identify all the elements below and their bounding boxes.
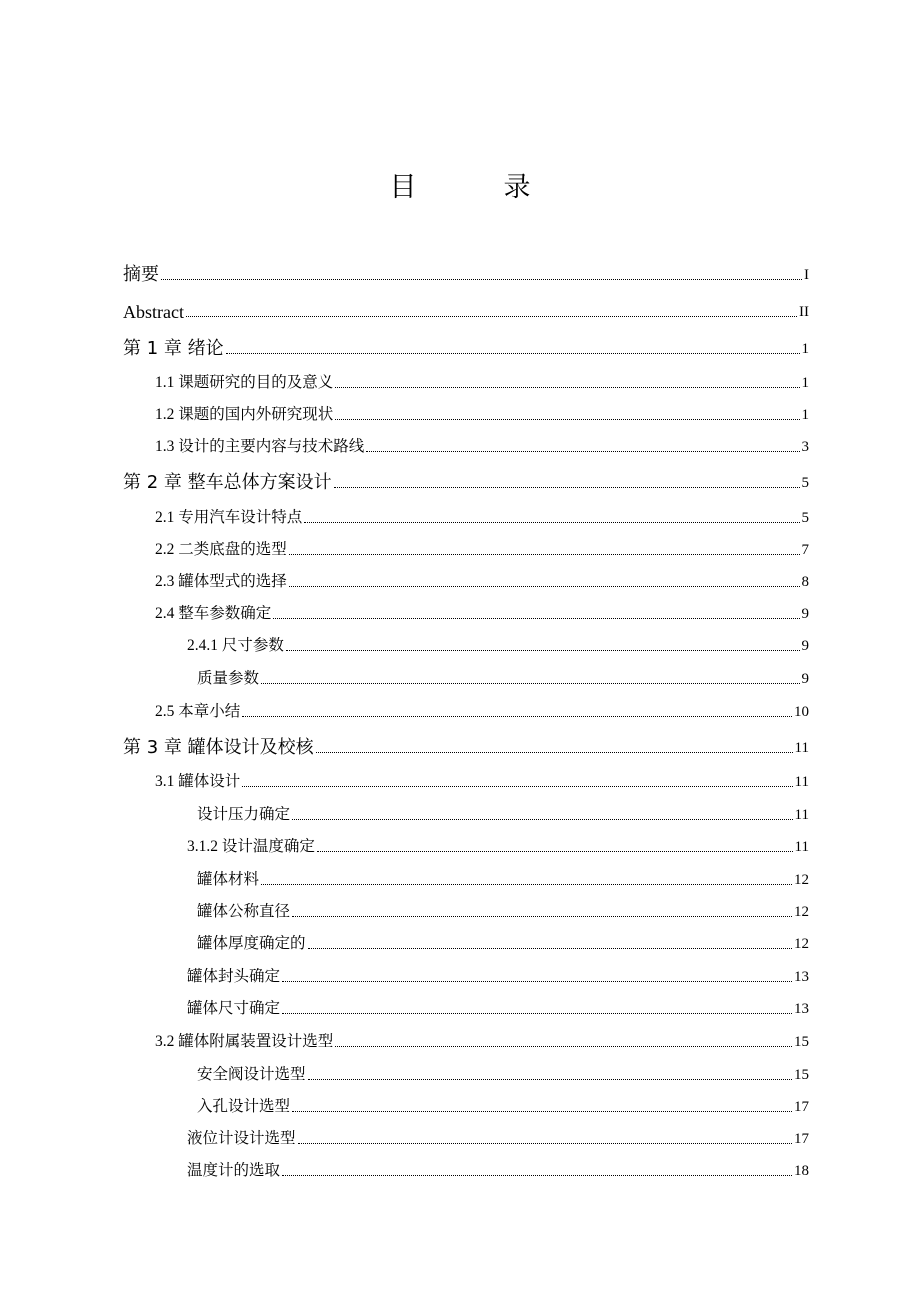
toc-entry-page: 3 bbox=[801, 439, 809, 455]
toc-leader bbox=[282, 1175, 792, 1176]
toc-leader bbox=[335, 387, 799, 388]
toc-entry-chapter-1[interactable] bbox=[123, 335, 809, 359]
toc-entry-page: 15 bbox=[794, 1034, 809, 1050]
toc-leader bbox=[304, 522, 799, 523]
toc-entry-3-2[interactable] bbox=[155, 1028, 809, 1052]
toc-leader bbox=[292, 819, 793, 820]
toc-leader bbox=[334, 487, 800, 488]
toc-entry-label: 罐体封头确定 bbox=[187, 968, 281, 985]
toc-entry-label: 罐体尺寸确定 bbox=[187, 1000, 281, 1017]
toc-entry-page: 17 bbox=[794, 1131, 809, 1147]
toc-entry-label: 液位计设计选型 bbox=[187, 1130, 296, 1147]
toc-leader bbox=[286, 650, 800, 651]
toc-entry-2-3[interactable] bbox=[155, 568, 809, 592]
toc-entry-2-4-1[interactable] bbox=[187, 632, 809, 656]
toc-entry-label: 2.4 整车参数确定 bbox=[155, 605, 272, 622]
toc-entry-manhole[interactable] bbox=[197, 1093, 809, 1117]
toc-entry-chapter-3[interactable] bbox=[123, 734, 809, 758]
toc-entry-label: 入孔设计选型 bbox=[197, 1098, 291, 1115]
toc-entry-page: II bbox=[799, 304, 809, 320]
toc-leader bbox=[273, 618, 799, 619]
toc-entry-page: 11 bbox=[794, 740, 809, 756]
toc-entry-page: 1 bbox=[801, 375, 809, 391]
toc-leader bbox=[161, 279, 802, 280]
toc-leader bbox=[242, 786, 792, 787]
toc-leader bbox=[289, 554, 800, 555]
toc-leader bbox=[242, 716, 792, 717]
toc-entry-page: 5 bbox=[801, 475, 809, 491]
toc-entry-2-5[interactable] bbox=[155, 698, 809, 722]
toc-entry-tank-thickness[interactable] bbox=[197, 930, 809, 954]
toc-entry-label: 第 3 章 罐体设计及校核 bbox=[123, 737, 314, 758]
toc-entry-label: 2.3 罐体型式的选择 bbox=[155, 573, 287, 590]
toc-entry-label: 第 2 章 整车总体方案设计 bbox=[123, 472, 332, 493]
toc-leader bbox=[261, 683, 799, 684]
toc-entry-tank-head[interactable] bbox=[187, 963, 809, 987]
toc-entry-label: 温度计的选取 bbox=[187, 1162, 281, 1179]
toc-entry-label: 2.2 二类底盘的选型 bbox=[155, 541, 287, 558]
toc-entry-label: Abstract bbox=[123, 302, 184, 322]
toc-entry-mass-parameters[interactable] bbox=[197, 665, 809, 689]
toc-entry-label: 2.5 本章小结 bbox=[155, 703, 241, 720]
toc-entry-page: 18 bbox=[794, 1163, 809, 1179]
toc-entry-label: 摘要 bbox=[123, 264, 159, 285]
toc-entry-tank-material[interactable] bbox=[197, 866, 809, 890]
toc-leader bbox=[226, 353, 800, 354]
toc-entry-page: I bbox=[804, 267, 809, 283]
toc-leader bbox=[186, 316, 797, 317]
toc-leader bbox=[366, 451, 799, 452]
toc-leader bbox=[282, 1013, 792, 1014]
toc-entry-label: 设计压力确定 bbox=[197, 806, 291, 823]
toc-leader bbox=[335, 419, 799, 420]
toc-leader bbox=[317, 851, 793, 852]
toc-entry-3-1-2[interactable] bbox=[187, 833, 809, 857]
toc-entry-page: 8 bbox=[801, 574, 809, 590]
toc-leader bbox=[335, 1046, 792, 1047]
toc-entry-label: 1.1 课题研究的目的及意义 bbox=[155, 374, 334, 391]
toc-entry-page: 9 bbox=[801, 671, 809, 687]
toc-leader bbox=[289, 586, 800, 587]
toc-leader bbox=[316, 752, 793, 753]
toc-entry-label: 3.1.2 设计温度确定 bbox=[187, 838, 315, 855]
toc-entry-page: 11 bbox=[794, 807, 809, 823]
toc-entry-page: 7 bbox=[801, 542, 809, 558]
toc-entry-chapter-2[interactable] bbox=[123, 469, 809, 493]
toc-entry-tank-dimensions[interactable] bbox=[187, 995, 809, 1019]
toc-leader bbox=[308, 948, 792, 949]
page-title: 目 录 bbox=[389, 172, 561, 203]
toc-entry-page: 1 bbox=[801, 341, 809, 357]
toc-entry-label: 第 1 章 绪论 bbox=[123, 338, 224, 359]
toc-entry-page: 10 bbox=[794, 704, 809, 720]
toc-entry-label: 1.2 课题的国内外研究现状 bbox=[155, 406, 334, 423]
toc-entry-label: 1.3 设计的主要内容与技术路线 bbox=[155, 438, 365, 455]
toc-leader bbox=[292, 916, 792, 917]
toc-entry-2-4[interactable] bbox=[155, 600, 809, 624]
toc-entry-page: 5 bbox=[801, 510, 809, 526]
toc-entry-label: 2.4.1 尺寸参数 bbox=[187, 637, 284, 654]
toc-entry-label: 3.1 罐体设计 bbox=[155, 773, 241, 790]
toc-entry-label: 罐体材料 bbox=[197, 871, 260, 888]
toc-entry-page: 9 bbox=[801, 606, 809, 622]
toc-entry-1-1[interactable] bbox=[155, 369, 809, 393]
toc-entry-page: 1 bbox=[801, 407, 809, 423]
toc-entry-page: 11 bbox=[794, 774, 809, 790]
toc-entry-label: 罐体公称直径 bbox=[197, 903, 291, 920]
toc-leader bbox=[282, 981, 792, 982]
toc-entry-label: 2.1 专用汽车设计特点 bbox=[155, 509, 303, 526]
toc-entry-2-2[interactable] bbox=[155, 536, 809, 560]
toc-leader bbox=[261, 884, 792, 885]
toc-entry-abstract-en[interactable] bbox=[123, 298, 809, 322]
toc-entry-label: 质量参数 bbox=[197, 670, 260, 687]
toc-entry-label: 3.2 罐体附属装置设计选型 bbox=[155, 1033, 334, 1050]
toc-entry-1-3[interactable] bbox=[155, 433, 809, 457]
toc-entry-page: 9 bbox=[801, 638, 809, 654]
toc-entry-3-1[interactable] bbox=[155, 768, 809, 792]
toc-entry-page: 17 bbox=[794, 1099, 809, 1115]
toc-entry-page: 13 bbox=[794, 1001, 809, 1017]
toc-entry-page: 12 bbox=[794, 904, 809, 920]
toc-entry-page: 12 bbox=[794, 872, 809, 888]
toc-entry-page: 15 bbox=[794, 1067, 809, 1083]
toc-entry-safety-valve[interactable] bbox=[197, 1061, 809, 1085]
toc-leader bbox=[308, 1079, 792, 1080]
toc-entry-2-1[interactable] bbox=[155, 504, 809, 528]
toc-entry-tank-nominal-diameter[interactable] bbox=[197, 898, 809, 922]
toc-entry-label: 安全阀设计选型 bbox=[197, 1066, 306, 1083]
toc-entry-level-gauge[interactable] bbox=[187, 1125, 809, 1149]
toc-leader bbox=[292, 1111, 792, 1112]
toc-entry-abstract-cn[interactable] bbox=[123, 261, 809, 285]
toc-entry-label: 罐体厚度确定的 bbox=[197, 935, 306, 952]
toc-entry-1-2[interactable] bbox=[155, 401, 809, 425]
toc-leader bbox=[298, 1143, 792, 1144]
toc-entry-page: 12 bbox=[794, 936, 809, 952]
toc-entry-design-pressure[interactable] bbox=[197, 801, 809, 825]
toc-entry-page: 11 bbox=[794, 839, 809, 855]
toc-entry-thermometer[interactable] bbox=[187, 1157, 809, 1181]
toc-entry-page: 13 bbox=[794, 969, 809, 985]
